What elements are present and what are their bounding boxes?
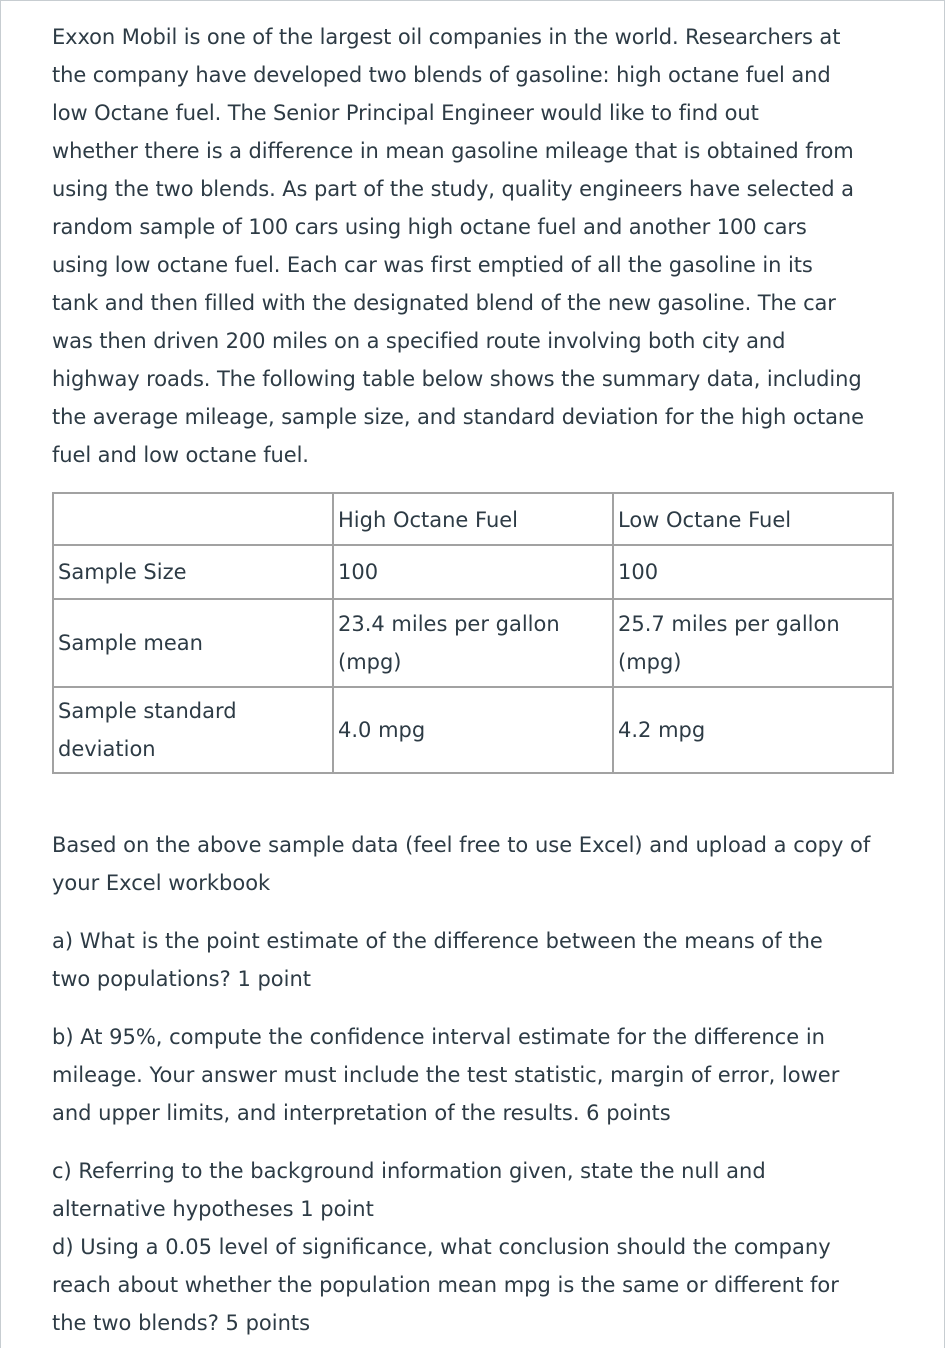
cell-high-sample-std: 4.0 mpg (333, 687, 613, 773)
cell-high-sample-mean: 23.4 miles per gallon (mpg) (333, 599, 613, 687)
summary-table (52, 492, 894, 774)
intro-line: whether there is a difference in mean gasoline mileage that is obtained from (52, 139, 854, 163)
intro-line: using the two blends. As part of the study, quality engineers have selected a (52, 177, 854, 201)
intro-line: using low octane fuel. Each car was first emptied of all the gasoline in its (52, 253, 813, 277)
table-row (53, 599, 893, 687)
question-c-line: alternative hypotheses 1 point (52, 1197, 374, 1221)
question-b-line: and upper limits, and interpretation of the results. 6 points (52, 1101, 671, 1125)
intro-line: the company have developed two blends of gasoline: high octane fuel and (52, 63, 831, 87)
table-header-empty-cell (53, 493, 333, 545)
question-b-line: b) At 95%, compute the confidence interval estimate for the difference in (52, 1025, 825, 1049)
table-header-high-octane: High Octane Fuel (333, 493, 613, 545)
intro-line: random sample of 100 cars using high octane fuel and another 100 cars (52, 215, 807, 239)
intro-line: the average mileage, sample size, and standard deviation for the high octane (52, 405, 864, 429)
row-label-sample-size: Sample Size (53, 545, 333, 599)
cell-high-sample-size: 100 (333, 545, 613, 599)
question-a (52, 922, 918, 998)
question-c-line: c) Referring to the background information given, state the null and (52, 1159, 766, 1183)
question-a-line: two populations? 1 point (52, 967, 312, 991)
intro-line: fuel and low octane fuel. (52, 443, 309, 467)
cell-low-sample-size: 100 (613, 545, 893, 599)
row-label-sample-mean: Sample mean (53, 599, 333, 687)
cell-low-sample-mean: 25.7 miles per gallon (mpg) (613, 599, 893, 687)
intro-line: was then driven 200 miles on a specified route involving both city and (52, 329, 786, 353)
instruction-text (52, 826, 918, 902)
intro-line: tank and then filled with the designated blend of the new gasoline. The car (52, 291, 836, 315)
question-d-line: the two blends? 5 points (52, 1311, 311, 1335)
question-d-line: reach about whether the population mean mpg is the same or different for (52, 1273, 839, 1297)
table-header-row (53, 493, 893, 545)
question-c (52, 1152, 918, 1228)
question-b (52, 1018, 918, 1132)
question-b-line: mileage. Your answer must include the test statistic, margin of error, lower (52, 1063, 840, 1087)
table-header-low-octane: Low Octane Fuel (613, 493, 893, 545)
questions-section (52, 826, 918, 1342)
question-a-line: a) What is the point estimate of the difference between the means of the (52, 929, 823, 953)
instruction-line: your Excel workbook (52, 871, 271, 895)
intro-paragraph (52, 18, 918, 474)
intro-line: low Octane fuel. The Senior Principal Engineer would like to find out (52, 101, 759, 125)
table-row (53, 545, 893, 599)
row-label-sample-std: Sample standard deviation (53, 687, 333, 773)
question-d-line: d) Using a 0.05 level of significance, what conclusion should the company (52, 1235, 831, 1259)
table-row (53, 687, 893, 773)
instruction-line: Based on the above sample data (feel free to use Excel) and upload a copy of (52, 833, 871, 857)
cell-low-sample-std: 4.2 mpg (613, 687, 893, 773)
question-d (52, 1228, 918, 1342)
intro-line: Exxon Mobil is one of the largest oil companies in the world. Researchers at (52, 25, 841, 49)
intro-line: highway roads. The following table below shows the summary data, including (52, 367, 862, 391)
